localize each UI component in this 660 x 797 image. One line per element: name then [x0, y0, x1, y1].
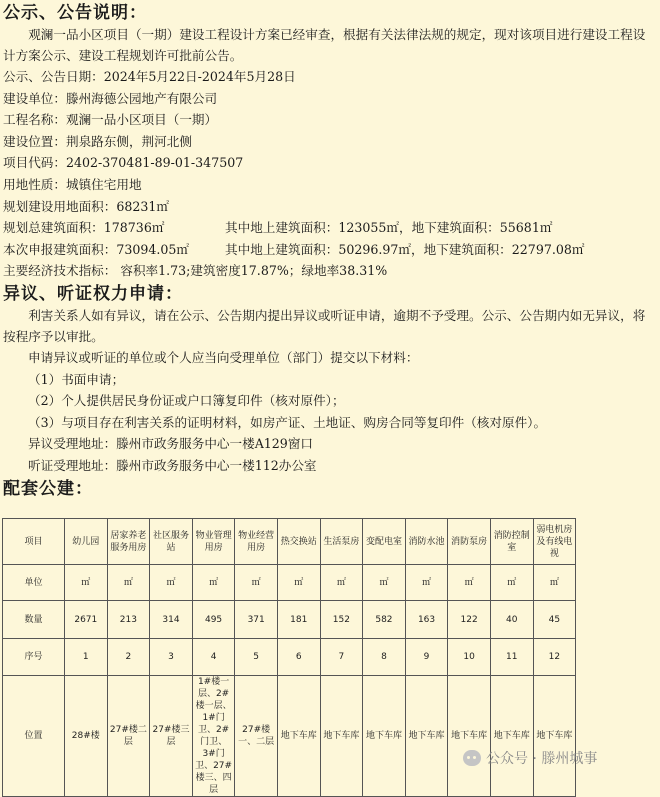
row-label-cell: 数量 [3, 601, 65, 639]
quantity-cell: 2671 [65, 601, 108, 639]
hearing-address: 听证受理地址：滕州市政务服务中心一楼112办公室 [28, 457, 317, 473]
facility-name-cell: 物业经营用房 [235, 519, 278, 565]
facility-name-cell: 居家养老服务用房 [107, 519, 150, 565]
section-title-announcement: 公示、公告说明： [3, 3, 147, 23]
unit-cell: ㎡ [150, 565, 193, 601]
unit-cell: ㎡ [448, 565, 491, 601]
facility-name-cell: 消防泵房 [448, 519, 491, 565]
seq-cell: 4 [192, 639, 235, 676]
unit-cell: ㎡ [192, 565, 235, 601]
materials-intro: 申请异议或听证的单位或个人应当向受理单位（部门）提交以下材料： [28, 349, 419, 365]
quantity-cell: 40 [490, 601, 533, 639]
seq-cell: 12 [533, 639, 576, 676]
total-area-breakdown: 其中地上建筑面积：123055㎡，地下建筑面积：55681㎡ [225, 220, 553, 236]
facility-name-cell: 消防控制室 [490, 519, 533, 565]
quantity-cell: 163 [405, 601, 448, 639]
watermark [463, 748, 597, 768]
seq-cell: 6 [277, 639, 320, 676]
land-use: 用地性质：城镇住宅用地 [3, 176, 142, 192]
unit-cell: ㎡ [363, 565, 406, 601]
quantity-cell: 213 [107, 601, 150, 639]
unit-cell: ㎡ [277, 565, 320, 601]
unit-cell: ㎡ [107, 565, 150, 601]
facility-name-cell: 热交换站 [277, 519, 320, 565]
intro-paragraph: 观澜一品小区项目（一期）建设工程设计方案已经审查，根据有关法律法规的规定，现对该项目进行建设工程设计方案公示、建设工程规划许可批前公告。 [3, 27, 646, 63]
facility-name-cell: 消防水池 [405, 519, 448, 565]
facility-name-cell: 幼儿园 [65, 519, 108, 565]
section-title-facilities: 配套公建： [3, 478, 93, 499]
quantity-cell: 495 [192, 601, 235, 639]
material-item-3: （3）与项目存在利害关系的证明材料，如房产证、土地证、购房合同等复印件（核对原件）。 [28, 414, 547, 430]
facility-name-cell: 生活泵房 [320, 519, 363, 565]
location-row [3, 676, 576, 797]
project-code: 项目代码：2402-370481-89-01-347507 [3, 155, 244, 171]
wechat-icon [463, 750, 481, 766]
row-label-cell: 位置 [3, 676, 65, 797]
quantity-cell: 152 [320, 601, 363, 639]
location-cell: 地下车库 [533, 676, 576, 797]
seq-cell: 8 [363, 639, 406, 676]
row-label-cell: 项目 [3, 519, 65, 565]
seq-cell: 3 [150, 639, 193, 676]
watermark-text: 公众号 · 滕州城事 [486, 751, 598, 767]
location-cell: 地下车库 [277, 676, 320, 797]
location-cell: 地下车库 [405, 676, 448, 797]
location-cell: 地下车库 [448, 676, 491, 797]
location-cell: 地下车库 [320, 676, 363, 797]
facility-name-cell: 弱电机房及有线电视 [533, 519, 576, 565]
seq-cell: 7 [320, 639, 363, 676]
seq-cell: 2 [107, 639, 150, 676]
announcement-date: 公示、公告日期：2024年5月22日-2024年5月28日 [3, 69, 296, 84]
quantity-cell: 371 [235, 601, 278, 639]
header-row [3, 519, 576, 565]
seq-cell: 10 [448, 639, 491, 676]
facility-name-cell: 社区服务站 [150, 519, 193, 565]
location-cell: 地下车库 [490, 676, 533, 797]
facility-name-cell: 变配电室 [363, 519, 406, 565]
current-area-breakdown: 其中地上建筑面积：50296.97㎡，地下建筑面积：22797.08㎡ [225, 241, 585, 257]
construction-unit: 建设单位：滕州海德公园地产有限公司 [3, 90, 218, 106]
unit-cell: ㎡ [235, 565, 278, 601]
location-cell: 地下车库 [363, 676, 406, 797]
location-cell: 27#楼三层 [150, 676, 193, 797]
unit-cell: ㎡ [533, 565, 576, 601]
economic-indicators: 主要经济技术指标： 容积率1.73;建筑密度17.87%；绿地率38.31% [3, 263, 388, 279]
seq-cell: 11 [490, 639, 533, 676]
project-name: 工程名称：观澜一品小区项目（一期） [3, 112, 218, 128]
quantity-cell: 582 [363, 601, 406, 639]
unit-cell: ㎡ [320, 565, 363, 601]
current-area-row [3, 239, 660, 261]
unit-row [3, 565, 576, 601]
row-label-cell: 单位 [3, 565, 65, 601]
unit-cell: ㎡ [405, 565, 448, 601]
facility-name-cell: 物业管理用房 [192, 519, 235, 565]
unit-cell: ㎡ [490, 565, 533, 601]
quantity-row [3, 601, 576, 639]
quantity-cell: 45 [533, 601, 576, 639]
total-area-row [3, 217, 660, 239]
quantity-cell: 181 [277, 601, 320, 639]
location-cell: 1#楼一层、2#楼一层、1#门卫、2#门卫、3#门卫、27#楼三、四层 [192, 676, 235, 797]
location-cell: 27#楼一、二层 [235, 676, 278, 797]
location-cell: 28#楼 [65, 676, 108, 797]
seq-cell: 1 [65, 639, 108, 676]
seq-row [3, 639, 576, 676]
land-area: 规划建设用地面积：68231㎡ [3, 198, 170, 214]
seq-cell: 5 [235, 639, 278, 676]
row-label-cell: 序号 [3, 639, 65, 676]
seq-cell: 9 [405, 639, 448, 676]
location-cell: 27#楼二层 [107, 676, 150, 797]
material-item-1: （1）书面申请； [28, 371, 125, 387]
quantity-cell: 314 [150, 601, 193, 639]
total-area: 规划总建筑面积：178736㎡ [3, 220, 165, 236]
objection-paragraph: 利害关系人如有异议，请在公示、公告期内提出异议或听证申请，逾期不予受理。公示、公告期内如无异议，将按程序予以审批。 [3, 307, 646, 344]
construction-location: 建设位置：荆泉路东侧，荆河北侧 [3, 133, 192, 149]
quantity-cell: 122 [448, 601, 491, 639]
section-title-objection: 异议、听证权力申请： [3, 283, 183, 304]
unit-cell: ㎡ [65, 565, 108, 601]
current-area: 本次申报建筑面积：73094.05㎡ [3, 241, 190, 257]
objection-address: 异议受理地址：滕州市政务服务中心一楼A129窗口 [28, 436, 314, 452]
material-item-2: （2）个人提供居民身份证或户口簿复印件（核对原件）； [28, 393, 345, 409]
